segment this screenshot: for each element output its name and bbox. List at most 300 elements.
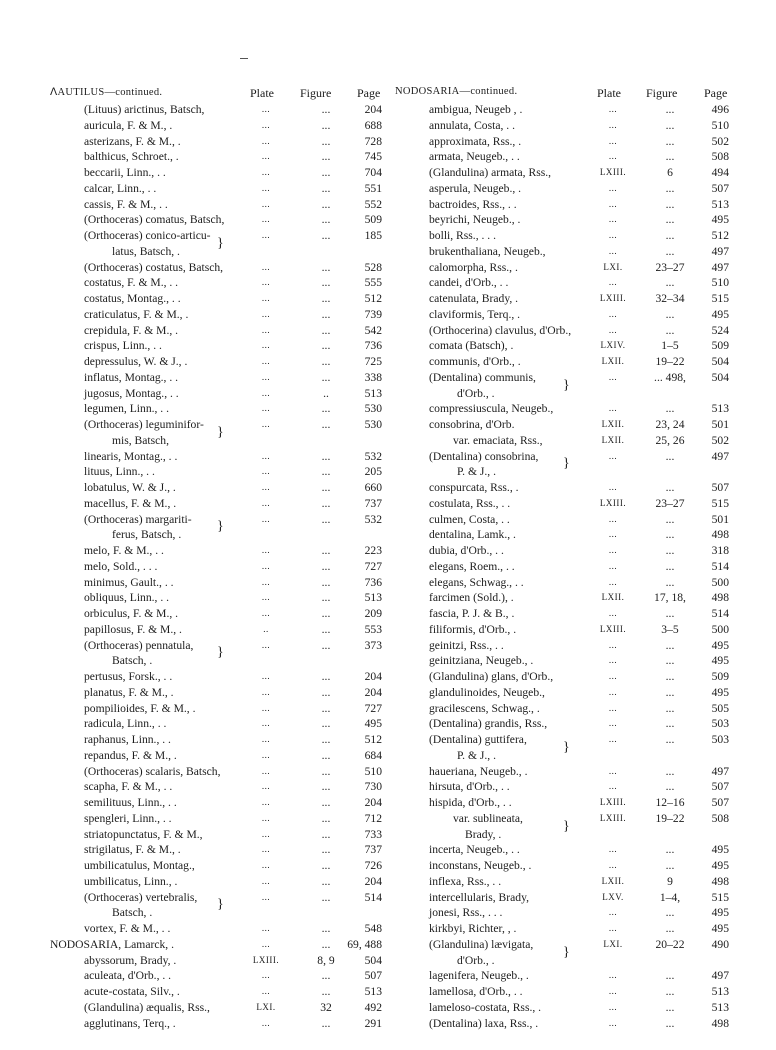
index-entry — [50, 606, 388, 622]
figure-cell: ... — [665, 307, 675, 321]
plate-cell: ... — [608, 1001, 618, 1012]
plate-cell: ... — [608, 923, 618, 933]
figure-cell: ... — [665, 607, 675, 620]
plate-cell: ... — [608, 450, 618, 461]
page-cell: 501 — [711, 418, 729, 431]
index-entry — [395, 559, 733, 575]
index-entry — [395, 102, 733, 118]
entry-name: semilituus, Linn., . . — [84, 796, 177, 809]
figure-cell: ... — [665, 276, 675, 290]
index-entry — [395, 181, 733, 197]
figure-cell: ... — [321, 591, 331, 605]
plate-cell: ... — [261, 875, 271, 886]
entry-name: papillosus, F. & M., . — [84, 622, 182, 636]
entry-name: costatus, Montag., . . — [84, 292, 181, 305]
page-cell: 504 — [364, 953, 382, 967]
page-cell: 514 — [711, 607, 729, 620]
entry-name: cassis, F. & M., . . — [84, 197, 168, 211]
plate-cell: LXIII. — [599, 812, 627, 823]
figure-cell: ... — [321, 339, 331, 353]
figure-cell: 9 — [667, 874, 673, 888]
entry-name: hirsuta, d'Orb., . . — [429, 780, 510, 794]
page-cell: 509 — [711, 339, 729, 353]
page-cell: 492 — [364, 1000, 382, 1014]
figure-cell: ... — [665, 969, 675, 983]
index-entry — [395, 134, 733, 150]
figure-cell: 8, 9 — [317, 953, 335, 967]
entry-name: incerta, Neugeb., . . — [429, 843, 520, 857]
figure-cell: 12–16 — [655, 796, 685, 809]
index-entry — [50, 1016, 388, 1032]
page-cell: 495 — [364, 717, 382, 731]
entry-name: linearis, Montag., . . — [84, 449, 178, 463]
plate-cell: ... — [608, 655, 618, 666]
plate-cell: ... — [261, 151, 271, 162]
page-cell: 514 — [364, 890, 382, 904]
index-entry — [395, 811, 733, 843]
page-cell: 513 — [711, 197, 729, 211]
page-cell: 495 — [711, 859, 729, 872]
page-cell: 507 — [711, 780, 729, 794]
index-entry — [395, 433, 733, 449]
entry-name: (Glandulina) armata, Rss., — [429, 166, 552, 179]
page-cell: 500 — [711, 575, 729, 589]
index-entry — [395, 795, 733, 811]
page-cell: 515 — [711, 890, 729, 904]
plate-cell: ... — [261, 104, 271, 114]
page-cell: 223 — [364, 544, 382, 557]
index-entry — [50, 559, 388, 575]
page-cell: 498 — [711, 874, 729, 888]
figure-cell: ... — [321, 260, 331, 274]
entry-name: consobrina, d'Orb. — [429, 418, 515, 431]
index-entry — [395, 244, 733, 260]
figure-cell: ... — [321, 685, 331, 699]
entry-name: (Orthoceras) margariti- — [84, 512, 192, 526]
entry-name: catenulata, Brady, . — [429, 292, 519, 305]
plate-cell: ... — [261, 797, 271, 807]
index-entry — [50, 716, 388, 732]
page-cell: 524 — [711, 323, 729, 337]
plate-cell: LXI. — [603, 938, 623, 949]
entry-name-continued: Batsch, . — [112, 654, 153, 668]
index-entry — [395, 1000, 733, 1016]
entry-name: inflatus, Montag., . . — [84, 370, 179, 384]
page-cell: 497 — [711, 244, 729, 258]
entry-name: annulata, Costa, . . — [429, 118, 515, 132]
index-entry — [50, 417, 388, 449]
page-cell: 498 — [711, 591, 729, 605]
entry-name-continued: d'Orb., . — [457, 953, 495, 967]
index-entry — [50, 212, 388, 228]
page-cell: 495 — [711, 685, 729, 699]
index-entry — [395, 1016, 733, 1032]
index-entry — [50, 496, 388, 512]
plate-cell: ... — [608, 324, 618, 335]
entry-name: beyrichi, Neugeb., . — [429, 213, 521, 227]
index-entry — [395, 212, 733, 228]
index-entry — [50, 575, 388, 591]
page-cell: 495 — [711, 213, 729, 227]
entry-name: compressiuscula, Neugeb., — [429, 402, 554, 416]
page-cell: 542 — [364, 323, 382, 337]
figure-cell: ... — [665, 717, 675, 731]
index-entry — [395, 984, 733, 1000]
brace-mark: } — [217, 424, 224, 440]
index-entry — [395, 291, 733, 307]
figure-cell: ... — [665, 544, 675, 557]
page-cell: 501 — [711, 512, 729, 526]
index-entry — [395, 669, 733, 685]
entry-name: dentalina, Lamk., . — [429, 528, 516, 542]
plate-cell: ... — [608, 1017, 618, 1028]
figure-cell: ... — [665, 103, 675, 116]
figure-cell: ... — [321, 638, 331, 652]
page-cell: 497 — [711, 764, 729, 778]
index-entry — [50, 354, 388, 370]
figure-cell: ... — [665, 906, 675, 920]
entry-name-continued: Brady, . — [465, 827, 502, 841]
entry-name: (Lituus) arictinus, Batsch, — [84, 103, 205, 116]
index-entry — [50, 338, 388, 354]
index-entry — [50, 480, 388, 496]
index-entry — [395, 716, 733, 732]
page-cell: 727 — [364, 701, 382, 715]
index-entry — [50, 291, 388, 307]
index-entry — [395, 890, 733, 906]
page-cell: 507 — [711, 481, 729, 494]
figure-cell: ... — [321, 859, 331, 872]
index-entry — [395, 606, 733, 622]
page-cell: 555 — [364, 276, 382, 290]
figure-cell: ... — [321, 1016, 331, 1030]
page-cell: 498 — [711, 528, 729, 542]
plate-cell: ... — [261, 497, 271, 508]
figure-cell: ... — [321, 402, 331, 416]
index-entry — [50, 669, 388, 685]
plate-cell: ... — [261, 308, 271, 319]
figure-cell: ... — [321, 748, 331, 762]
plate-cell: ... — [261, 513, 271, 524]
page-cell: 498 — [711, 1016, 729, 1030]
plate-cell: ... — [608, 560, 618, 571]
plate-cell: ... — [261, 135, 271, 146]
plate-cell: ... — [608, 860, 618, 870]
index-entry — [395, 779, 733, 795]
plate-cell: LXIV. — [600, 340, 626, 351]
plate-cell: ... — [261, 482, 271, 492]
plate-cell: ... — [608, 545, 618, 555]
entry-name-continued: P. & J., . — [457, 465, 496, 479]
page-cell: 513 — [711, 985, 729, 998]
plate-cell: ... — [261, 545, 271, 555]
figure-cell: ... — [665, 859, 675, 872]
plate-cell: ... — [261, 860, 271, 870]
index-entry — [395, 685, 733, 701]
figure-cell: ... — [321, 166, 331, 179]
figure-cell: ... — [321, 355, 331, 368]
entry-name: (Dentalina) guttifera, — [429, 733, 527, 746]
plate-cell: ... — [261, 167, 271, 177]
index-entry — [395, 149, 733, 165]
figure-cell: ... — [665, 481, 675, 494]
figure-cell: ... — [321, 292, 331, 305]
entry-name: melo, Sold., . . . — [84, 559, 158, 573]
index-entry — [395, 874, 733, 890]
entry-name: asterizans, F. & M., . — [84, 134, 181, 148]
page-cell: 338 — [364, 370, 382, 384]
entry-name: spengleri, Linn., . . — [84, 811, 172, 825]
page-cell: 739 — [364, 307, 382, 321]
entry-name: NODOSARIA, Lamarck, . — [50, 937, 174, 951]
plate-cell: LXIII. — [599, 797, 627, 807]
entry-name: melo, F. & M., . . — [84, 544, 164, 557]
plate-cell: ... — [261, 419, 271, 429]
plate-cell: ... — [261, 324, 271, 335]
entry-name: umbilicatus, Linn., . — [84, 874, 178, 888]
entry-name: ambigua, Neugeb , . — [429, 103, 523, 116]
entry-name: beccarii, Linn., . . — [84, 166, 166, 179]
plate-cell: ... — [608, 686, 618, 697]
plate-cell: ... — [261, 970, 271, 981]
entry-name: elegans, Roem., . . — [429, 559, 515, 573]
plate-cell: ... — [261, 371, 271, 382]
entry-name: jonesi, Rss., . . . — [429, 906, 503, 920]
index-entry — [50, 622, 388, 638]
plate-cell: ... — [261, 718, 271, 729]
plate-cell: ... — [261, 812, 271, 823]
plate-cell: ... — [608, 781, 618, 792]
page-cell: 510 — [364, 764, 382, 778]
page-cell: 727 — [364, 559, 382, 573]
plate-cell: ... — [608, 104, 618, 114]
index-entry — [50, 937, 388, 953]
plate-cell: ... — [261, 198, 271, 209]
figure-cell: ... — [321, 874, 331, 888]
plate-cell: ... — [608, 482, 618, 492]
page-cell: 512 — [364, 733, 382, 746]
page-cell: 730 — [364, 780, 382, 794]
page-cell: 205 — [364, 465, 382, 479]
plate-cell: ... — [608, 230, 618, 240]
page-cell: 204 — [364, 685, 382, 699]
brace-mark: } — [563, 739, 570, 755]
figure-cell: ... — [665, 670, 675, 683]
figure-cell: ... — [665, 701, 675, 715]
page-cell: 69, 488 — [347, 937, 382, 951]
page-cell: 204 — [364, 670, 382, 683]
entry-name: vortex, F. & M., . . — [84, 922, 171, 935]
index-entry — [395, 905, 733, 921]
entry-name: (Orthoceras) vertebralis, — [84, 890, 198, 904]
plate-cell: ... — [608, 765, 618, 776]
index-entry — [395, 197, 733, 213]
plate-cell: ... — [608, 844, 618, 855]
plate-cell: ... — [261, 230, 271, 240]
page-cell: 532 — [364, 512, 382, 526]
entry-name: jugosus, Montag., . . — [84, 386, 179, 400]
entry-name: kirkbyi, Richter, , . — [429, 922, 517, 935]
entry-name: dubia, d'Orb., . . — [429, 544, 504, 557]
entry-name: pompilioides, F. & M., . — [84, 701, 196, 715]
figure-cell: ... — [321, 717, 331, 731]
index-entry — [50, 953, 388, 969]
page-cell: 495 — [711, 922, 729, 935]
page-cell: 508 — [711, 150, 729, 164]
page-cell: 509 — [364, 213, 382, 227]
plate-cell: LXI. — [256, 1001, 276, 1012]
entry-name: conspurcata, Rss., . — [429, 481, 519, 494]
page-cell: 503 — [711, 733, 729, 746]
brace-mark: } — [217, 235, 224, 251]
entry-name-continued: ferus, Batsch, . — [112, 528, 182, 542]
entry-name: lagenifera, Neugeb., . — [429, 969, 529, 983]
entry-name: intercellularis, Brady, — [429, 890, 530, 904]
figure-cell: ... — [321, 213, 331, 227]
index-entry — [50, 590, 388, 606]
plate-cell: ... — [608, 513, 618, 524]
page-cell: 704 — [364, 166, 382, 179]
index-entry — [50, 464, 388, 480]
index-entry — [395, 527, 733, 543]
figure-cell: ... — [665, 733, 675, 746]
plate-cell: ... — [608, 702, 618, 713]
entry-name: inconstans, Neugeb., . — [429, 859, 532, 872]
figure-cell: ... 498, — [654, 370, 686, 384]
index-entry — [50, 165, 388, 181]
index-entry — [50, 275, 388, 291]
entry-name: lobatulus, W. & J., . — [84, 481, 176, 494]
entry-name: hispida, d'Orb., . . — [429, 796, 512, 809]
page-cell: 688 — [364, 118, 382, 132]
entry-name: glandulinoides, Neugeb., — [429, 685, 545, 699]
figure-cell: ... — [321, 985, 331, 998]
plate-cell: ... — [608, 308, 618, 319]
entry-name: (Orthoceras) scalaris, Batsch, — [84, 764, 221, 778]
index-entry — [50, 102, 388, 118]
figure-cell: ... — [321, 890, 331, 904]
entry-name-continued: mis, Batsch, — [112, 433, 170, 447]
page-cell: 725 — [364, 355, 382, 368]
plate-cell: ... — [261, 986, 271, 996]
figure-cell: 23–27 — [655, 496, 685, 510]
plate-cell: ... — [261, 765, 271, 776]
right-column-header — [395, 86, 733, 102]
plate-cell: ... — [261, 734, 271, 744]
figure-cell: 1–4, — [659, 890, 681, 904]
entry-name: var. emaciata, Rss., — [453, 433, 543, 447]
entry-name: macellus, F. & M., . — [84, 496, 177, 510]
figure-cell: 32 — [320, 1000, 332, 1014]
figure-cell: ... — [321, 733, 331, 746]
page-cell: 553 — [364, 622, 382, 636]
figure-cell: ... — [665, 449, 675, 463]
entry-name: (Orthoceras) pennatula, — [84, 638, 194, 652]
page-cell: 530 — [364, 418, 382, 431]
plate-cell: LXV. — [602, 891, 624, 902]
plate-cell: ... — [608, 119, 618, 130]
figure-header: Figure — [300, 86, 332, 100]
figure-cell: ... — [321, 103, 331, 116]
page-cell: 507 — [711, 796, 729, 809]
entry-name: asperula, Neugeb., . — [429, 181, 522, 195]
entry-name: geinitzi, Rss., . . — [429, 638, 504, 652]
entry-name-continued: P. & J., . — [457, 748, 496, 762]
page-cell: 318 — [711, 544, 729, 557]
page-cell: 512 — [711, 229, 729, 242]
page-cell: 503 — [711, 717, 729, 731]
brace-mark: } — [563, 377, 570, 393]
figure-cell: ... — [665, 244, 675, 258]
index-entry — [395, 165, 733, 181]
entry-name: crispus, Linn., . . — [84, 339, 162, 353]
figure-cell: 17, 18, — [654, 591, 686, 605]
entry-name: balthicus, Schroet., . — [84, 150, 179, 164]
entry-name: scapha, F. & M., . . — [84, 780, 173, 794]
page-cell: 513 — [711, 1000, 729, 1014]
page-cell: 504 — [711, 370, 729, 384]
index-entry — [395, 937, 733, 969]
entry-name: agglutinans, Terq., . — [84, 1016, 176, 1030]
entry-name: calomorpha, Rss., . — [429, 260, 518, 274]
plate-cell: ... — [261, 671, 271, 681]
brace-mark: } — [217, 645, 224, 661]
entry-name: geinitziana, Neugeb., . — [429, 654, 534, 668]
plate-cell: .. — [263, 623, 269, 634]
figure-cell: ... — [321, 937, 331, 951]
plate-header: Plate — [250, 86, 274, 100]
figure-cell: ... — [321, 197, 331, 211]
page-cell: 736 — [364, 339, 382, 353]
page-cell: 496 — [711, 103, 729, 116]
figure-cell: ... — [321, 559, 331, 573]
plate-cell: ... — [261, 356, 271, 366]
left-entries — [50, 102, 388, 1031]
plate-cell: ... — [261, 639, 271, 650]
index-entry — [395, 622, 733, 638]
plate-cell: ... — [261, 403, 271, 414]
figure-cell: ... — [321, 276, 331, 290]
figure-cell: ... — [665, 559, 675, 573]
plate-cell: ... — [608, 529, 618, 540]
page-cell: 204 — [364, 796, 382, 809]
plate-cell: ... — [261, 119, 271, 130]
index-entry — [395, 275, 733, 291]
figure-cell: ... — [665, 764, 675, 778]
index-entry — [50, 701, 388, 717]
plate-cell: ... — [261, 592, 271, 603]
index-entry — [50, 323, 388, 339]
page-cell: 490 — [711, 937, 729, 951]
figure-cell: .. — [323, 386, 329, 400]
figure-cell: 6 — [667, 166, 673, 179]
figure-cell: ... — [321, 481, 331, 494]
plate-cell: ... — [608, 986, 618, 996]
plate-cell: ... — [608, 734, 618, 744]
figure-cell: ... — [665, 229, 675, 242]
index-entry — [50, 858, 388, 874]
page-cell: 551 — [364, 181, 382, 195]
figure-cell: ... — [321, 181, 331, 195]
page-cell: 737 — [364, 496, 382, 510]
page-cell: 204 — [364, 103, 382, 116]
figure-cell: ... — [321, 922, 331, 935]
figure-cell: ... — [321, 843, 331, 857]
entry-name: depressulus, W. & J., . — [84, 355, 188, 368]
plate-cell: ... — [261, 450, 271, 461]
page-cell: 495 — [711, 906, 729, 920]
page-cell: 513 — [364, 985, 382, 998]
